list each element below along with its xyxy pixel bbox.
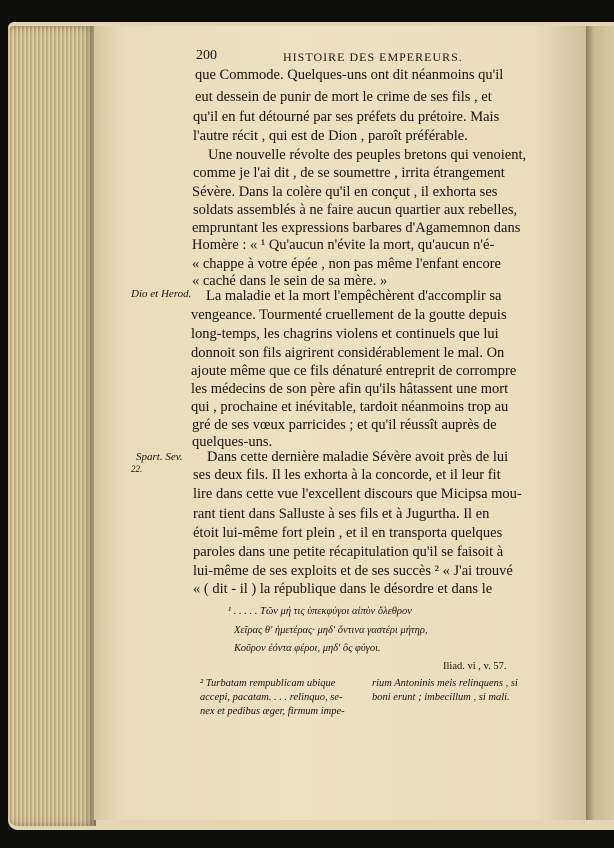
text-line: lire dans cette vue l'excellent discours que Micipsa mou-	[193, 486, 522, 502]
text-line: qu'il en fut détourné par ses préfets du prétoire. Mais	[193, 109, 500, 125]
margin-note-dio-herod: Dio et Herod.	[131, 288, 192, 300]
text-line: long-temps, les chagrins violens et continuels que lui	[191, 326, 499, 342]
text-line: étoit lui-même fort plein , et il en transporta quelques	[193, 525, 503, 541]
text-line: gré de ses vœux parricides ; et qu'il réussît auprès de	[192, 417, 497, 433]
running-head: HISTOIRE DES EMPEREURS.	[283, 50, 463, 64]
footnote-line: rium Antoninis meis relinquens , si	[372, 678, 518, 689]
text-line: soldats assemblés à ne faire aucun quartier aux rebelles,	[193, 202, 518, 218]
text-line: l'autre récit , qui est de Dion , paroît préférable.	[193, 128, 468, 144]
text-line: rant tient dans Salluste à ses fils et à Jugurtha. Il en	[193, 506, 490, 522]
text-line: Sévère. Dans la colère qu'il en conçut , il exhorta ses	[192, 184, 498, 200]
text-line: « chappe à votre épée , non pas même l'enfant encore	[192, 256, 501, 272]
text-line: que Commode. Quelques-uns ont dit néanmoins qu'il	[195, 67, 504, 83]
text-line: Une nouvelle révolte des peuples bretons qui venoient,	[208, 147, 527, 163]
page-edges	[8, 26, 96, 826]
text-line: La maladie et la mort l'empêchèrent d'accomplir sa	[206, 288, 502, 304]
text-line: eut dessein de punir de mort le crime de ses fils , et	[195, 89, 492, 105]
text-line: empruntant les expressions barbares d'Agamemnon dans	[192, 220, 521, 236]
text-line: « ( dit - il ) la république dans le désordre et dans le	[193, 581, 493, 597]
margin-note-spart-sev: Spart. Sev.	[136, 451, 183, 463]
footnote-line: boni erunt ; imbecillum , si mali.	[372, 692, 510, 703]
text-line: ses deux fils. Il les exhorta à la concorde, et il leur fit	[193, 467, 501, 483]
page-number: 200	[196, 48, 217, 63]
footnote-line: nex et pedibus æger, firmum impe-	[200, 706, 345, 717]
text-line: donnoit son fils aigrirent considérablement le mal. On	[191, 345, 505, 361]
greek-line: Χεῖρας θ' ἡμετέρας· μηδ' ὅντινα γαστέρι μήτηρ,	[234, 625, 428, 636]
text-line: qui , prochaine et inévitable, tardoit néanmoins trop au	[191, 399, 509, 415]
margin-note-chapter: 22.	[131, 464, 143, 474]
iliad-reference: Iliad. vi , v. 57.	[443, 661, 507, 672]
facing-page-edge	[586, 26, 614, 820]
text-line: lui-même de ses exploits et de ses succès ² « J'ai trouvé	[193, 563, 513, 579]
text-line: ajoute même que ce fils dénaturé entreprit de corrompre	[191, 363, 517, 379]
footnote-line: ² Turbatam rempublicam ubique	[200, 678, 336, 689]
greek-line: Κοῦρον ἐόντα φέροι, μηδ' ὃς φύγοι.	[234, 643, 381, 654]
text-line: comme je l'ai dit , de se soumettre , irrita étrangement	[193, 165, 505, 181]
text-line: Homère : « ¹ Qu'aucun n'évite la mort, qu'aucun n'é-	[192, 237, 495, 253]
text-line: « caché dans le sein de sa mère. »	[192, 273, 388, 289]
text-line: paroles dans une petite récapitulation qu'il se faisoit à	[193, 544, 504, 560]
footnote-line: accepi, pacatam. . . . relinquo, se-	[200, 692, 343, 703]
text-line: Dans cette dernière maladie Sévère avoit près de lui	[207, 449, 509, 465]
text-line: quelques-uns.	[192, 434, 273, 450]
text-line: vengeance. Tourmenté cruellement de la goutte depuis	[191, 307, 507, 323]
greek-line: ¹ . . . . . Τῶν μή τις ὑπεκφύγοι αἰπὺν ὄλεθρον	[228, 606, 412, 617]
text-line: les médecins de son père afin qu'ils hâtassent une mort	[191, 381, 509, 397]
